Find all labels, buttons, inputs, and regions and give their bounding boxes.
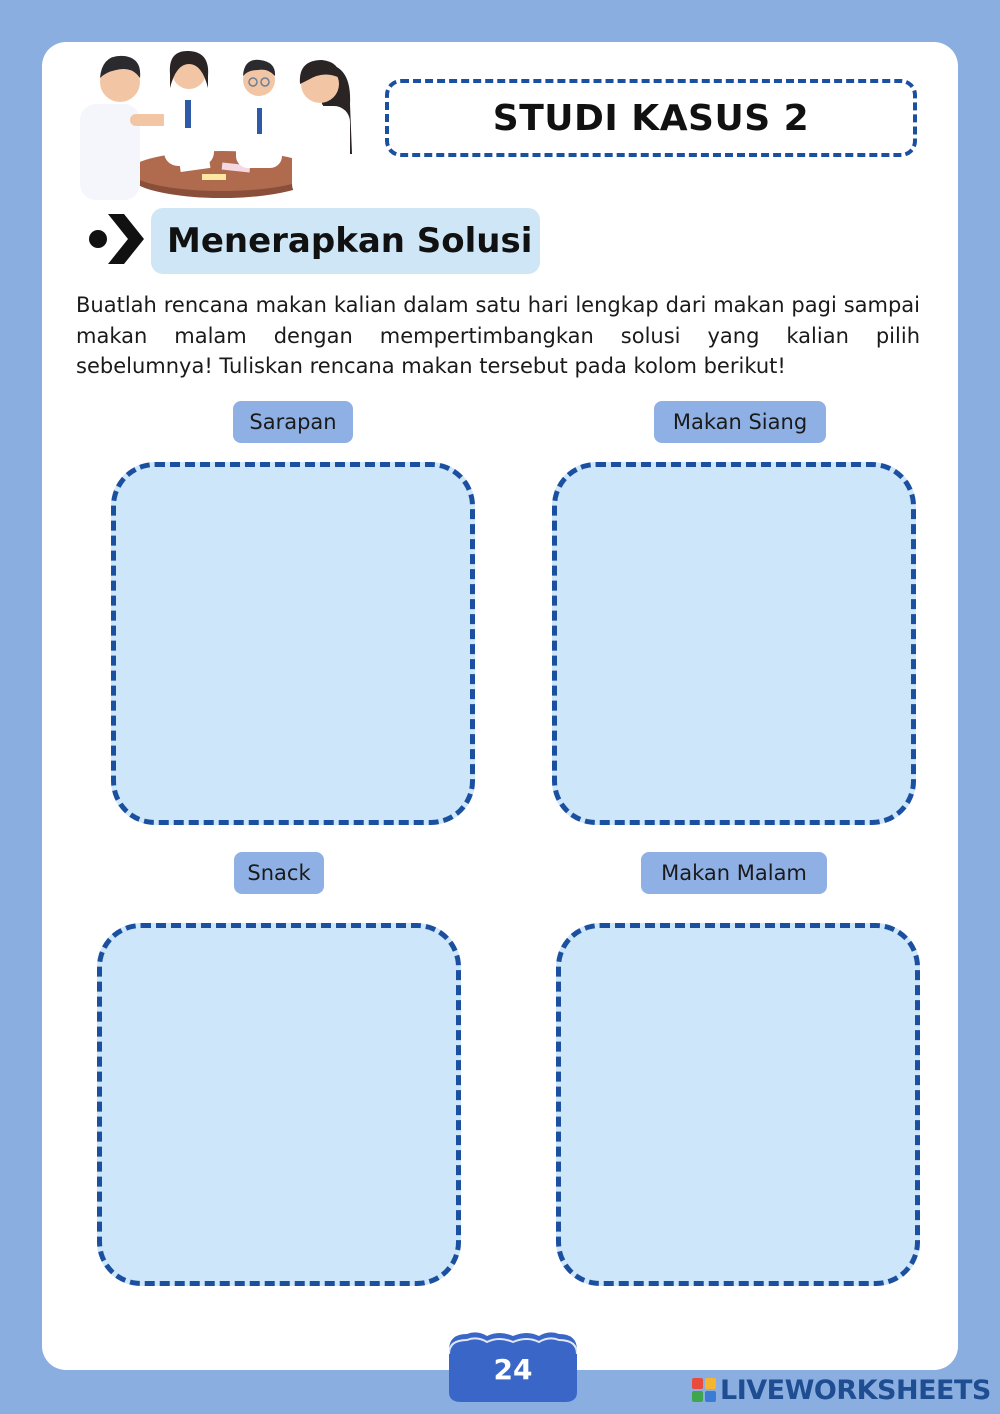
answer-box-snack[interactable] bbox=[97, 923, 461, 1286]
label-makan-malam: Makan Malam bbox=[641, 852, 827, 894]
page-number: 24 bbox=[493, 1352, 533, 1386]
section-title: Menerapkan Solusi bbox=[167, 221, 533, 261]
chevron-right-icon bbox=[86, 208, 146, 270]
answer-box-makan-malam[interactable] bbox=[556, 923, 920, 1286]
answer-box-makan-siang[interactable] bbox=[552, 462, 916, 825]
instruction-text: Buatlah rencana makan kalian dalam satu hari lengkap dari makan pagi sampai makan malam dengan mempertimbangkan solusi yang kalian pilih sebelumnya! Tuliskan rencana makan tersebut pada kolom berikut! bbox=[76, 293, 920, 378]
liveworksheets-watermark bbox=[692, 1370, 991, 1410]
case-study-title: STUDI KASUS 2 bbox=[492, 97, 810, 139]
liveworksheets-logo bbox=[692, 1378, 716, 1402]
students-discussion-illustration bbox=[72, 44, 357, 200]
answer-box-sarapan[interactable] bbox=[111, 462, 475, 825]
section-heading bbox=[151, 208, 540, 274]
label-sarapan: Sarapan bbox=[233, 401, 353, 443]
label-makan-siang: Makan Siang bbox=[654, 401, 826, 443]
case-study-title-box bbox=[385, 79, 917, 157]
watermark-text: LIVEWORKSHEETS bbox=[720, 1374, 991, 1406]
label-snack: Snack bbox=[234, 852, 324, 894]
